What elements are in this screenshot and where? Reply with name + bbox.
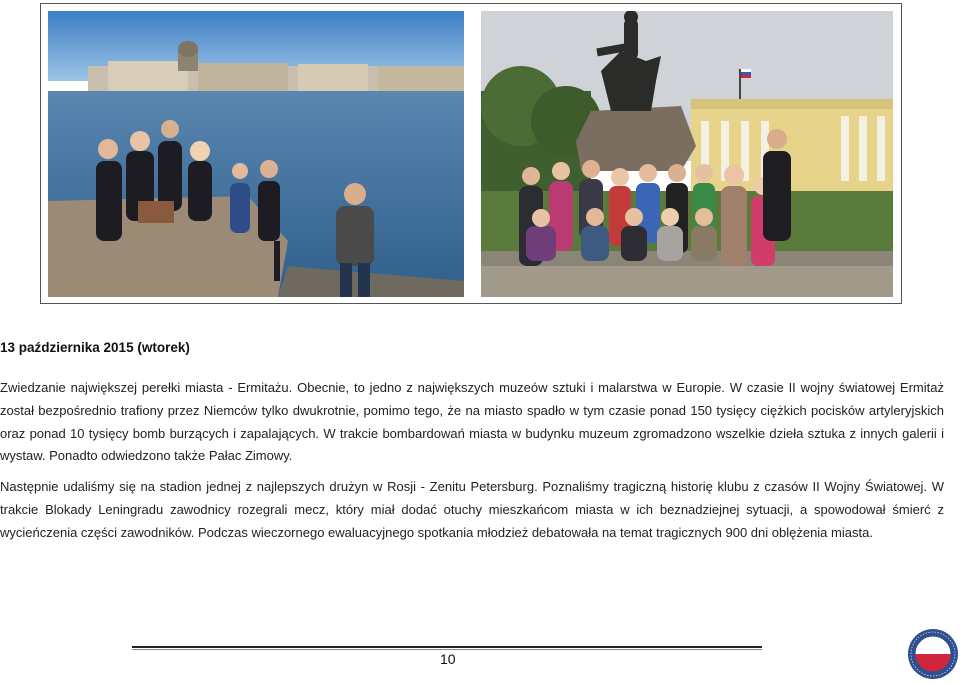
paragraph-hermitage: Zwiedzanie największej perełki miasta - Ermitażu. Obecnie, to jedno z największych muzeów sztuki i malarstwa w Europie. W czasie II wojny światowej Ermitaż został bezpośrednio trafiony przez Niemców tylko dwukrotnie, pomimo tego, że na miasto spadło w tym czasie ponad 150 tysięcy ciężkich pocisków artyleryjskich oraz ponad 10 tysięcy bomb burzących i zapalających. W trakcie bombardowań miasta w budynku muzeum zgromadzono wszelkie dzieła sztuka z innych galerii i wystaw. Ponadto odwiedzono także Pałac Zimowy. (0, 380, 944, 464)
group-photo-riverside (48, 11, 464, 297)
exchange-logo-seal (907, 628, 959, 680)
paragraph-zenit-stadium: Następnie udaliśmy się na stadion jednej z najlepszych drużyn w Rosji - Zenitu Petersburg. Poznaliśmy tragiczną historię klubu z czasów II Wojny Światowej. W trakcie Blokady Leningradu zawodnicy rozegrali mecz, który miał dodać otuchy mieszkańcom miasta w ich beznadziejnej sytuacji, a spowodował śmierć z wycieńczenia części zawodników. Podczas wieczornego ewaluacyjnego spotkania młodzież debatowała na temat tragicznych 900 dni oblężenia miasta. (0, 479, 944, 540)
footer-rule (132, 646, 762, 648)
group-photo-bronze-horseman (481, 11, 893, 297)
page-number: 10 (440, 651, 456, 667)
footer-rule-thin (132, 649, 762, 650)
photo-frame (40, 3, 902, 304)
date-heading: 13 października 2015 (wtorek) (0, 340, 190, 355)
